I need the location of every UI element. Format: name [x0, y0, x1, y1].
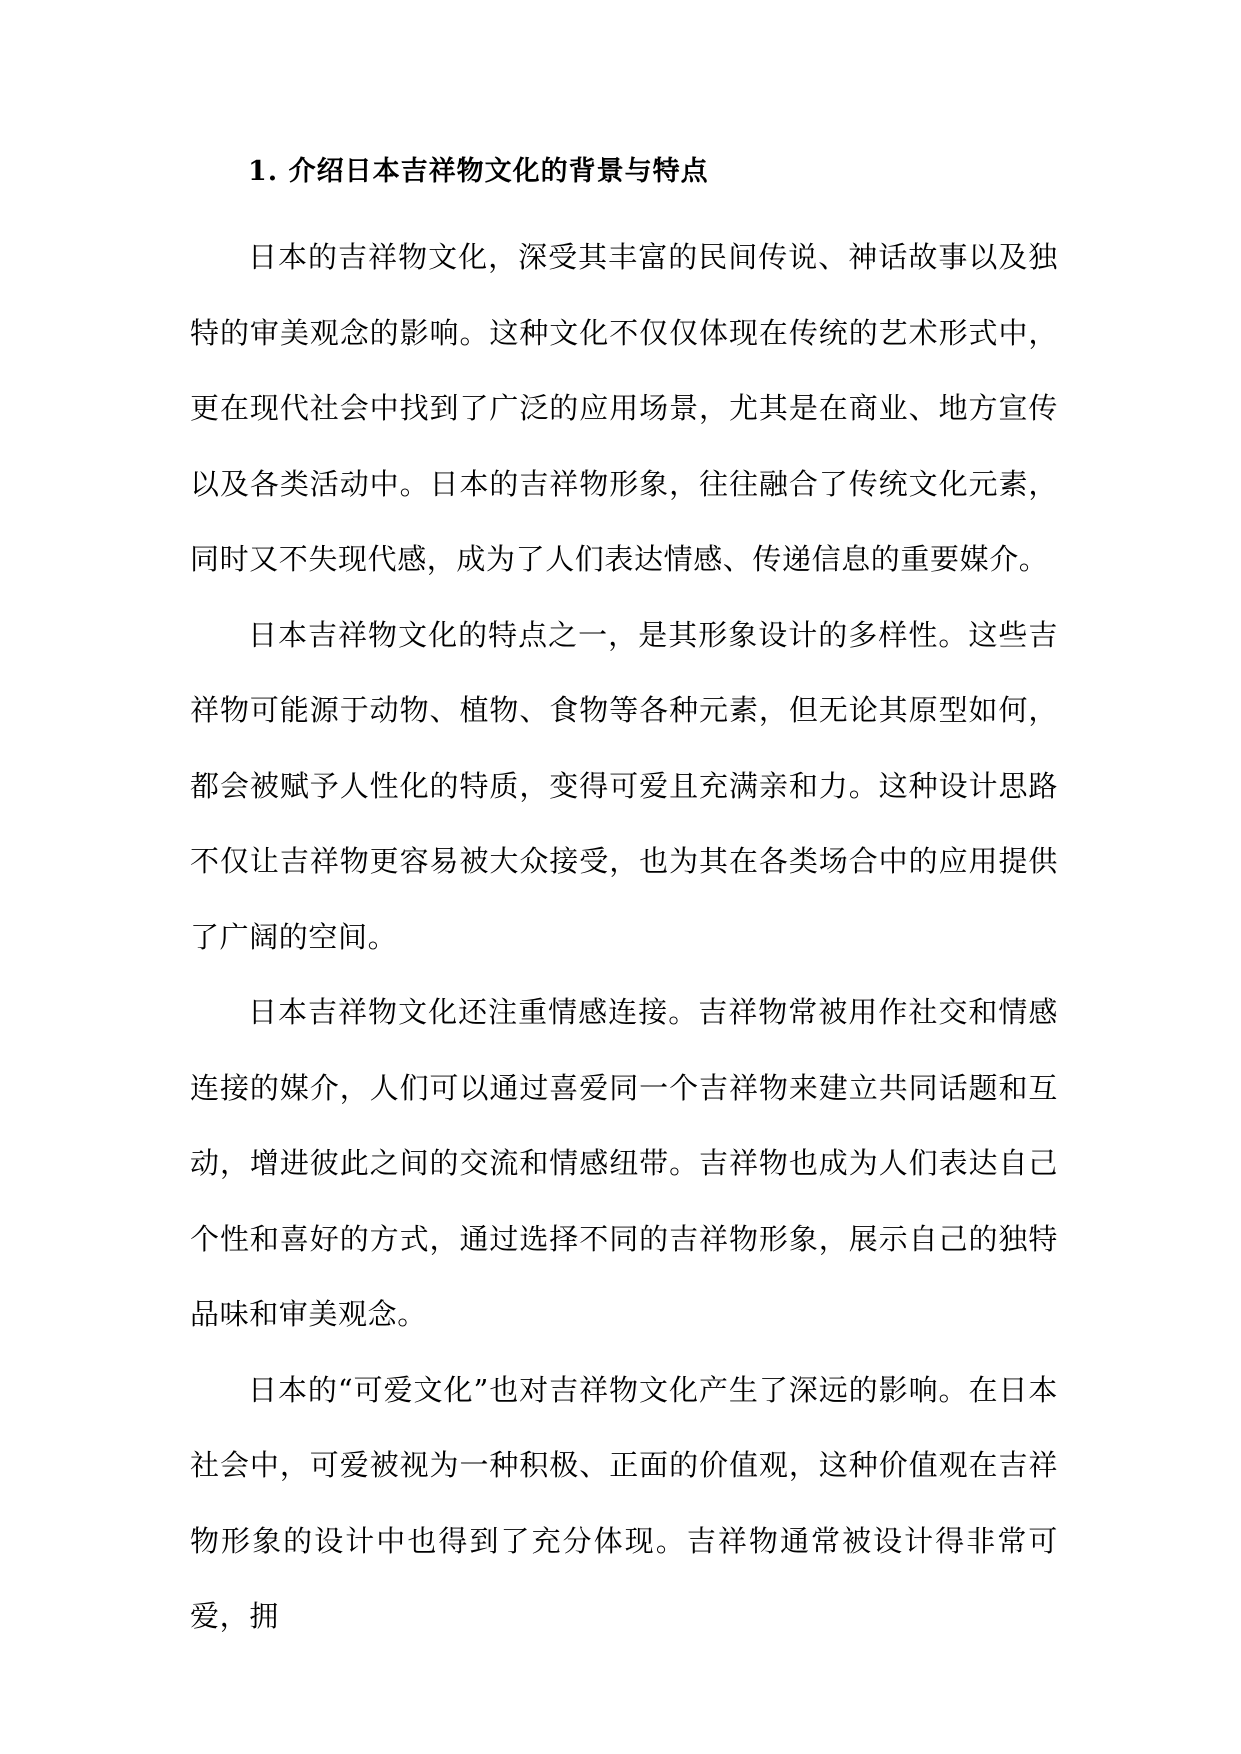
paragraph-design-diversity: 日本吉祥物文化的特点之一，是其形象设计的多样性。这些吉祥物可能源于动物、植物、食物等各种元素，但无论其原型如何，都会被赋予人性化的特质，变得可爱且充满亲和力。这种设计思路不仅让吉祥物更容易被大众接受，也为其在各类场合中的应用提供了广阔的空间。 — [190, 617, 1058, 954]
section-heading: 1. 介绍日本吉祥物文化的背景与特点 — [248, 156, 709, 187]
paragraph-background: 日本的吉祥物文化，深受其丰富的民间传说、神话故事以及独特的审美观念的影响。这种文化不仅仅体现在传统的艺术形式中，更在现代社会中找到了广泛的应用场景，尤其是在商业、地方宣传以及各类活动中。日本的吉祥物形象，往往融合了传统文化元素，同时又不失现代感，成为了人们表达情感、传递信息的重要媒介。 — [190, 240, 1058, 576]
paragraph-emotional-connection: 日本吉祥物文化还注重情感连接。吉祥物常被用作社交和情感连接的媒介，人们可以通过喜爱同一个吉祥物来建立共同话题和互动，增进彼此之间的交流和情感纽带。吉祥物也成为人们表达自己个性和喜好的方式，通过选择不同的吉祥物形象，展示自己的独特品味和审美观念。 — [190, 995, 1058, 1331]
paragraph-kawaii-culture: 日本的“可爱文化”也对吉祥物文化产生了深远的影响。在日本社会中，可爱被视为一种积极、正面的价值观，这种价值观在吉祥物形象的设计中也得到了充分体现。吉祥物通常被设计得非常可爱，拥 — [190, 1372, 1058, 1633]
